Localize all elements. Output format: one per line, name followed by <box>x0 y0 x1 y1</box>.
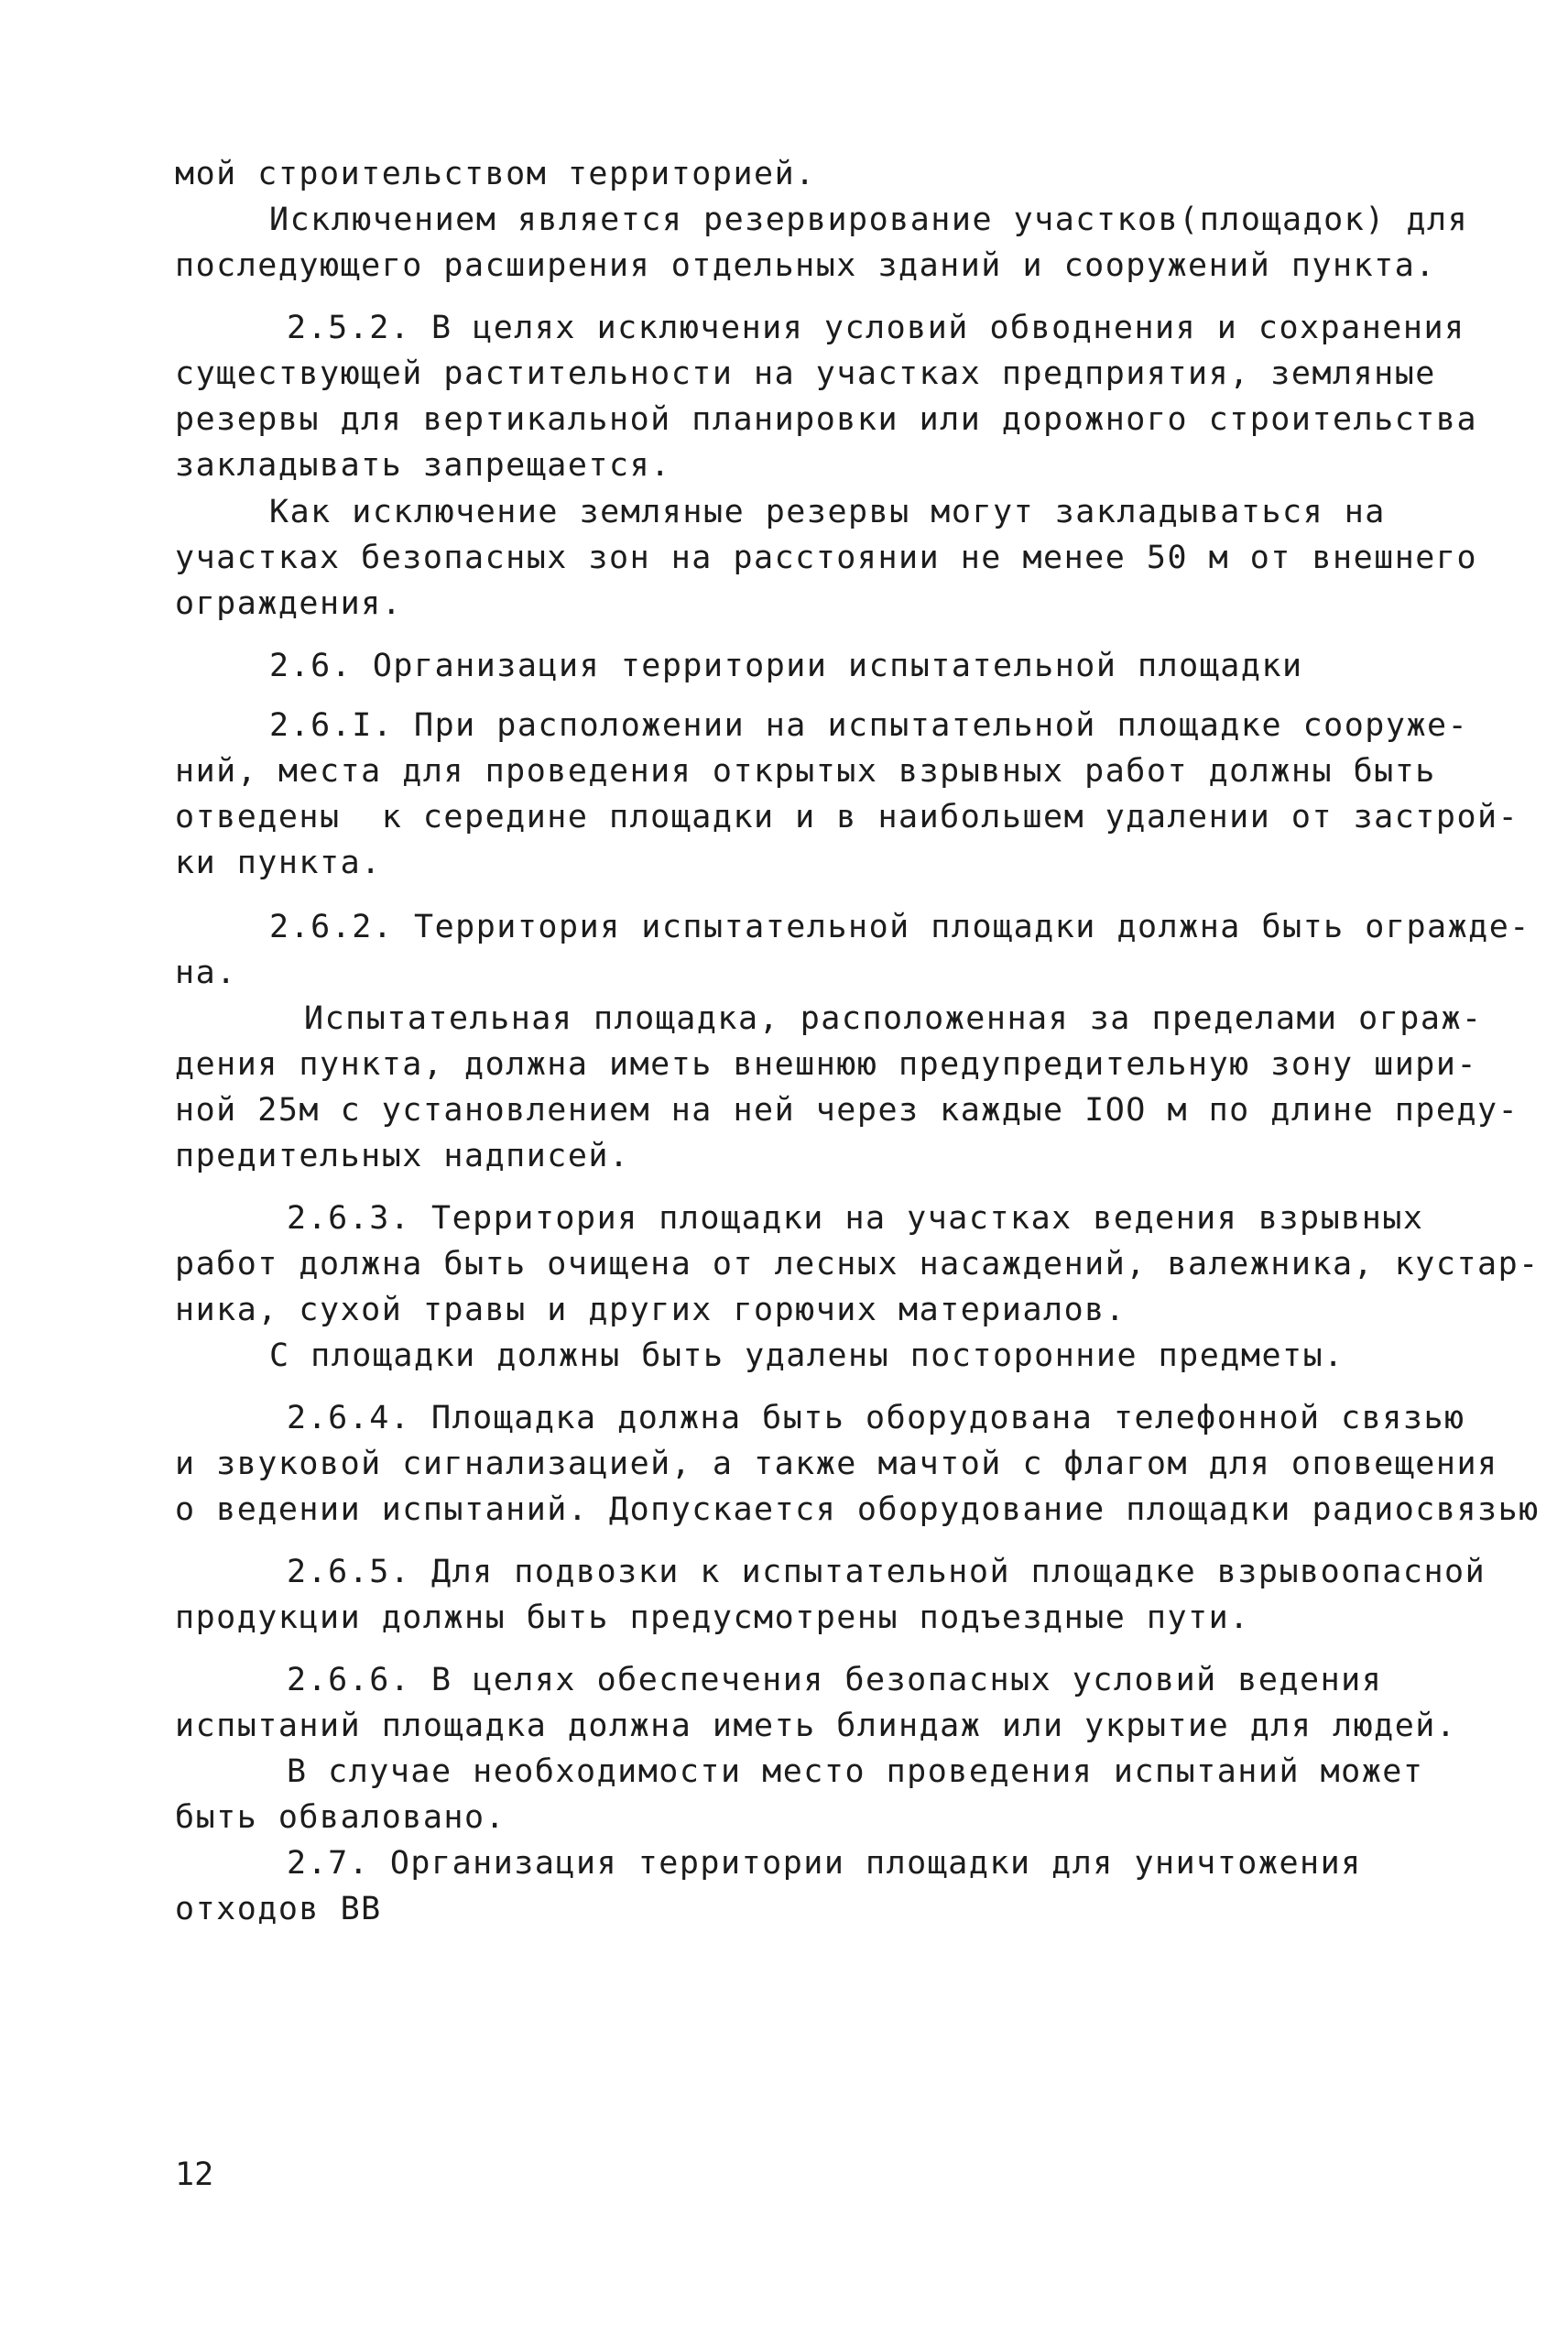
text-line: 2.6.3. Территория площадки на участках ведения взрывных <box>287 1200 1424 1237</box>
text-line: ки пункта. <box>175 845 382 881</box>
section-heading: 2.6. Организация территории испытательной площадки <box>269 648 1303 684</box>
text-line: на. <box>175 955 237 991</box>
text-line: ограждения. <box>175 585 403 622</box>
text-line: последующего расширения отдельных зданий и сооружений пункта. <box>175 247 1436 284</box>
page-number: 12 <box>175 2156 214 2193</box>
text-line: Исключением является резервирование участков(площадок) для <box>269 202 1469 238</box>
text-line: резервы для вертикальной планировки или дорожного строительства <box>175 401 1478 438</box>
text-line: Испытательная площадка, расположенная за пределами ограж- <box>304 1000 1483 1037</box>
text-line: участках безопасных зон на расстоянии не менее 50 м от внешнего <box>175 540 1478 576</box>
text-line: о ведении испытаний. Допускается оборудование площадки радиосвязью <box>175 1491 1540 1528</box>
text-line: В случае необходимости место проведения испытаний может <box>287 1753 1424 1790</box>
text-line: ной 25м с установлением на ней через каждые IOO м по длине преду- <box>175 1092 1519 1129</box>
text-line: 2.6.4. Площадка должна быть оборудована телефонной связью <box>287 1400 1465 1436</box>
text-line: 2.6.I. При расположении на испытательной площадке сооруже- <box>269 707 1469 744</box>
text-line: и звуковой сигнализацией, а также мачтой с флагом для оповещения <box>175 1446 1498 1482</box>
text-line: 2.5.2. В целях исключения условий обводнения и сохранения <box>287 310 1465 346</box>
text-line: дения пункта, должна иметь внешнюю предупредительную зону шири- <box>175 1046 1478 1083</box>
text-line: испытаний площадка должна иметь блиндаж или укрытие для людей. <box>175 1708 1457 1744</box>
text-line: 2.6.2. Территория испытательной площадки должна быть огражде- <box>269 909 1530 945</box>
text-line: С площадки должны быть удалены посторонние предметы. <box>269 1337 1345 1374</box>
text-line: работ должна быть очищена от лесных насаждений, валежника, кустар- <box>175 1246 1540 1283</box>
text-line: Как исключение земляные резервы могут закладываться на <box>269 494 1386 530</box>
text-line: отходов ВВ <box>175 1891 382 1927</box>
text-line: отведены к середине площадки и в наибольшем удалении от застрой- <box>175 799 1519 835</box>
text-line: существующей растительности на участках предприятия, земляные <box>175 355 1436 392</box>
text-line: закладывать запрещается. <box>175 447 671 484</box>
text-line: 2.6.5. Для подвозки к испытательной площадке взрывоопасной <box>287 1554 1486 1590</box>
text-line: продукции должны быть предусмотрены подъездные пути. <box>175 1599 1250 1636</box>
section-heading: 2.7. Организация территории площадки для уничтожения <box>287 1845 1362 1882</box>
text-line: предительных надписей. <box>175 1138 630 1174</box>
text-line: 2.6.6. В целях обеспечения безопасных условий ведения <box>287 1662 1383 1698</box>
text-line: ника, сухой травы и других горючих материалов. <box>175 1292 1127 1328</box>
text-line: быть обваловано. <box>175 1799 506 1836</box>
text-line: ний, места для проведения открытых взрывных работ должны быть <box>175 753 1436 790</box>
text-line: мой строительством территорией. <box>175 156 816 192</box>
